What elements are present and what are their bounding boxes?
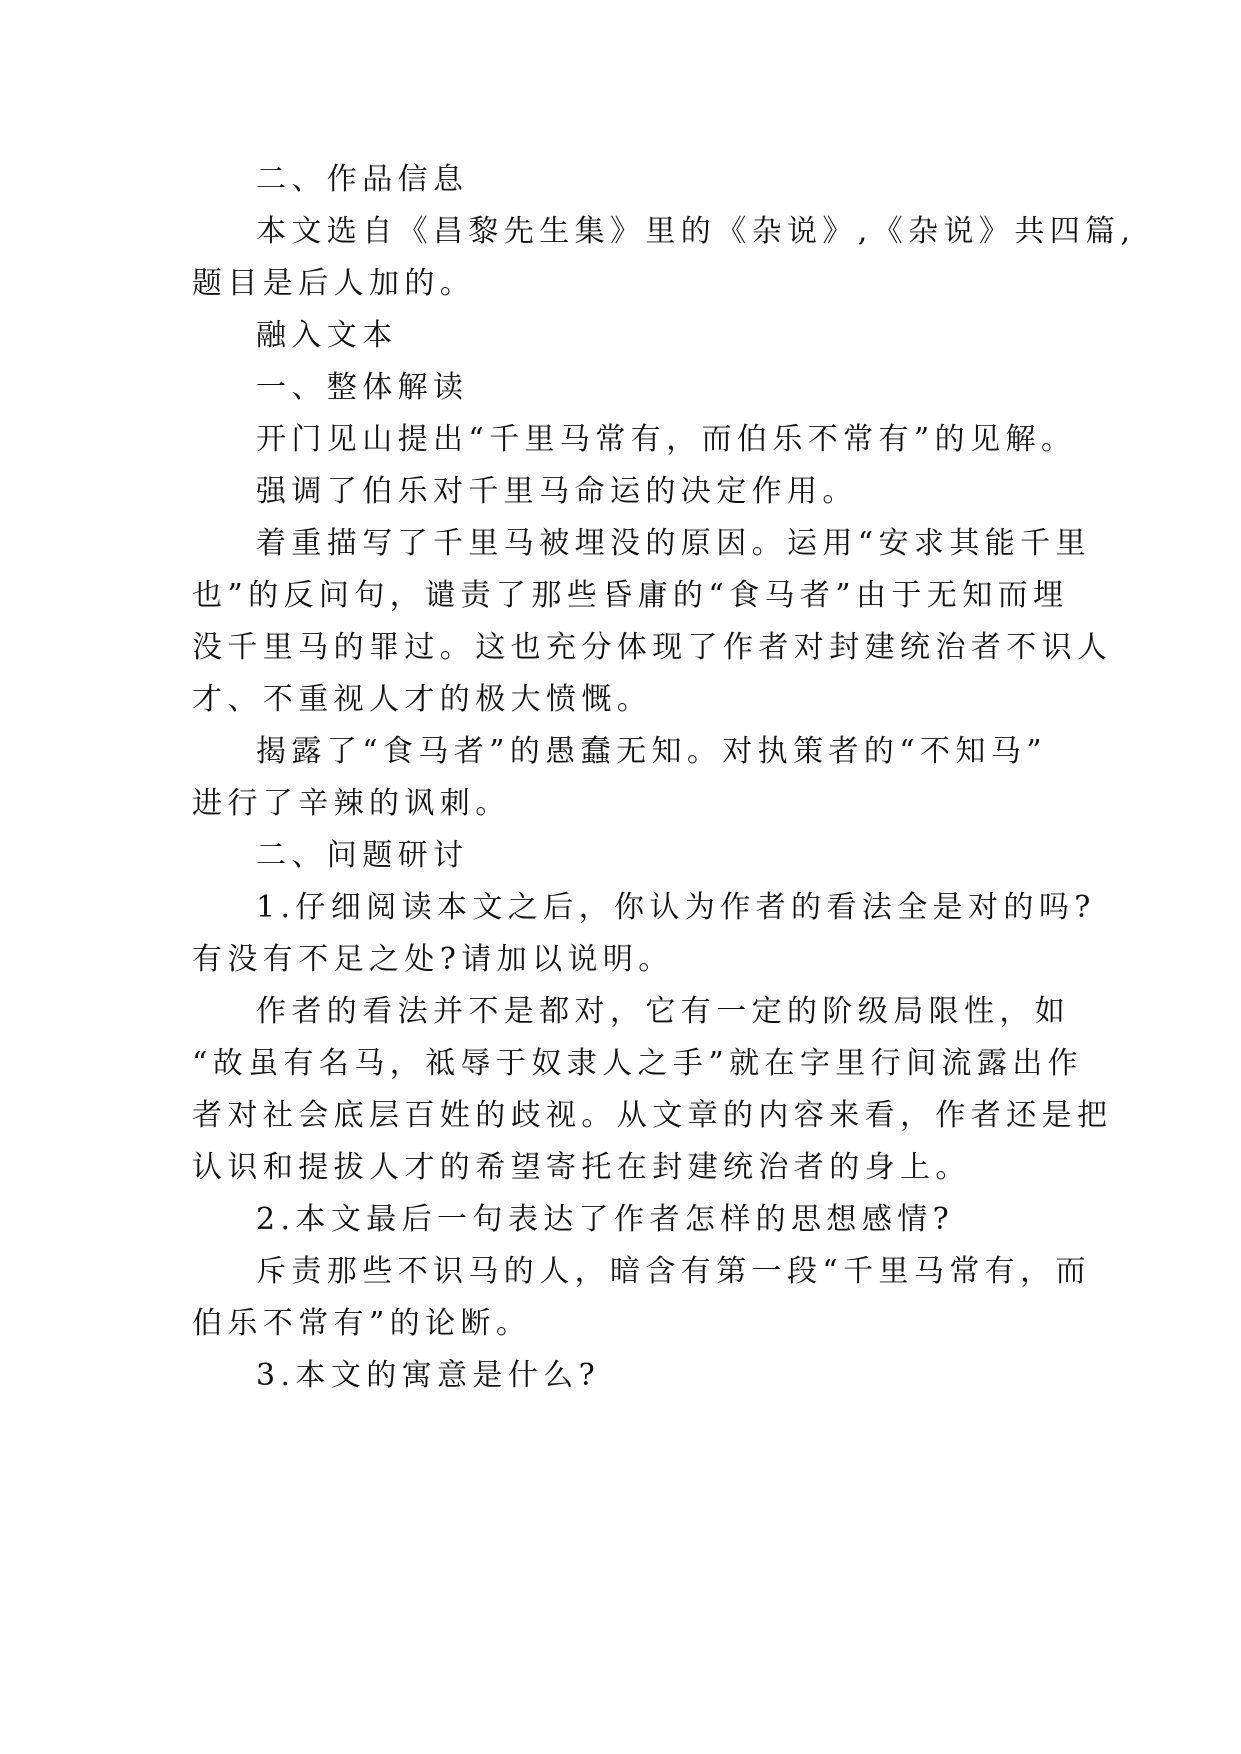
section-heading-into-text: 融入文本: [256, 318, 398, 353]
answer-line: 者对社会底层百姓的歧视。从文章的内容来看，作者还是把: [192, 1098, 1113, 1133]
question-line: 1.仔细阅读本文之后，你认为作者的看法全是对的吗?: [256, 890, 1096, 925]
question-line: 3.本文的寓意是什么?: [256, 1358, 601, 1393]
paragraph-line: 着重描写了千里马被埋没的原因。运用“安求其能千里: [256, 526, 1091, 561]
paragraph-line: 进行了辛辣的讽刺。: [192, 786, 511, 821]
paragraph-line: 本文选自《昌黎先生集》里的《杂说》,《杂说》共四篇,: [256, 214, 1136, 249]
section-heading-problem-discussion: 二、问题研讨: [256, 838, 469, 873]
answer-line: 伯乐不常有”的论断。: [192, 1306, 532, 1341]
paragraph-line: 也”的反问句，谴责了那些昏庸的“食马者”由于无知而埋: [192, 578, 1069, 613]
paragraph-line: 没千里马的罪过。这也充分体现了作者对封建统治者不识人: [192, 630, 1113, 665]
paragraph-line: 强调了伯乐对千里马命运的决定作用。: [256, 474, 858, 509]
question-line: 2.本文最后一句表达了作者怎样的思想感情?: [256, 1202, 955, 1237]
answer-line: 作者的看法并不是都对，它有一定的阶级局限性，如: [256, 994, 1071, 1029]
answer-line: 认识和提拔人才的希望寄托在封建统治者的身上。: [192, 1150, 971, 1185]
section-heading-work-info: 二、作品信息: [256, 162, 469, 197]
answer-line: 斥责那些不识马的人，暗含有第一段“千里马常有，而: [256, 1254, 1091, 1289]
paragraph-line: 题目是后人加的。: [192, 266, 476, 301]
paragraph-line: 才、不重视人才的极大愤慨。: [192, 682, 653, 717]
question-line: 有没有不足之处?请加以说明。: [192, 942, 674, 977]
section-heading-overall-reading: 一、整体解读: [256, 370, 469, 405]
paragraph-line: 开门见山提出“千里马常有，而伯乐不常有”的见解。: [256, 422, 1077, 457]
answer-line: “故虽有名马，祗辱于奴隶人之手”就在字里行间流露出作: [192, 1046, 1084, 1081]
paragraph-line: 揭露了“食马者”的愚蠢无知。对执策者的“不知马”: [256, 734, 1047, 769]
